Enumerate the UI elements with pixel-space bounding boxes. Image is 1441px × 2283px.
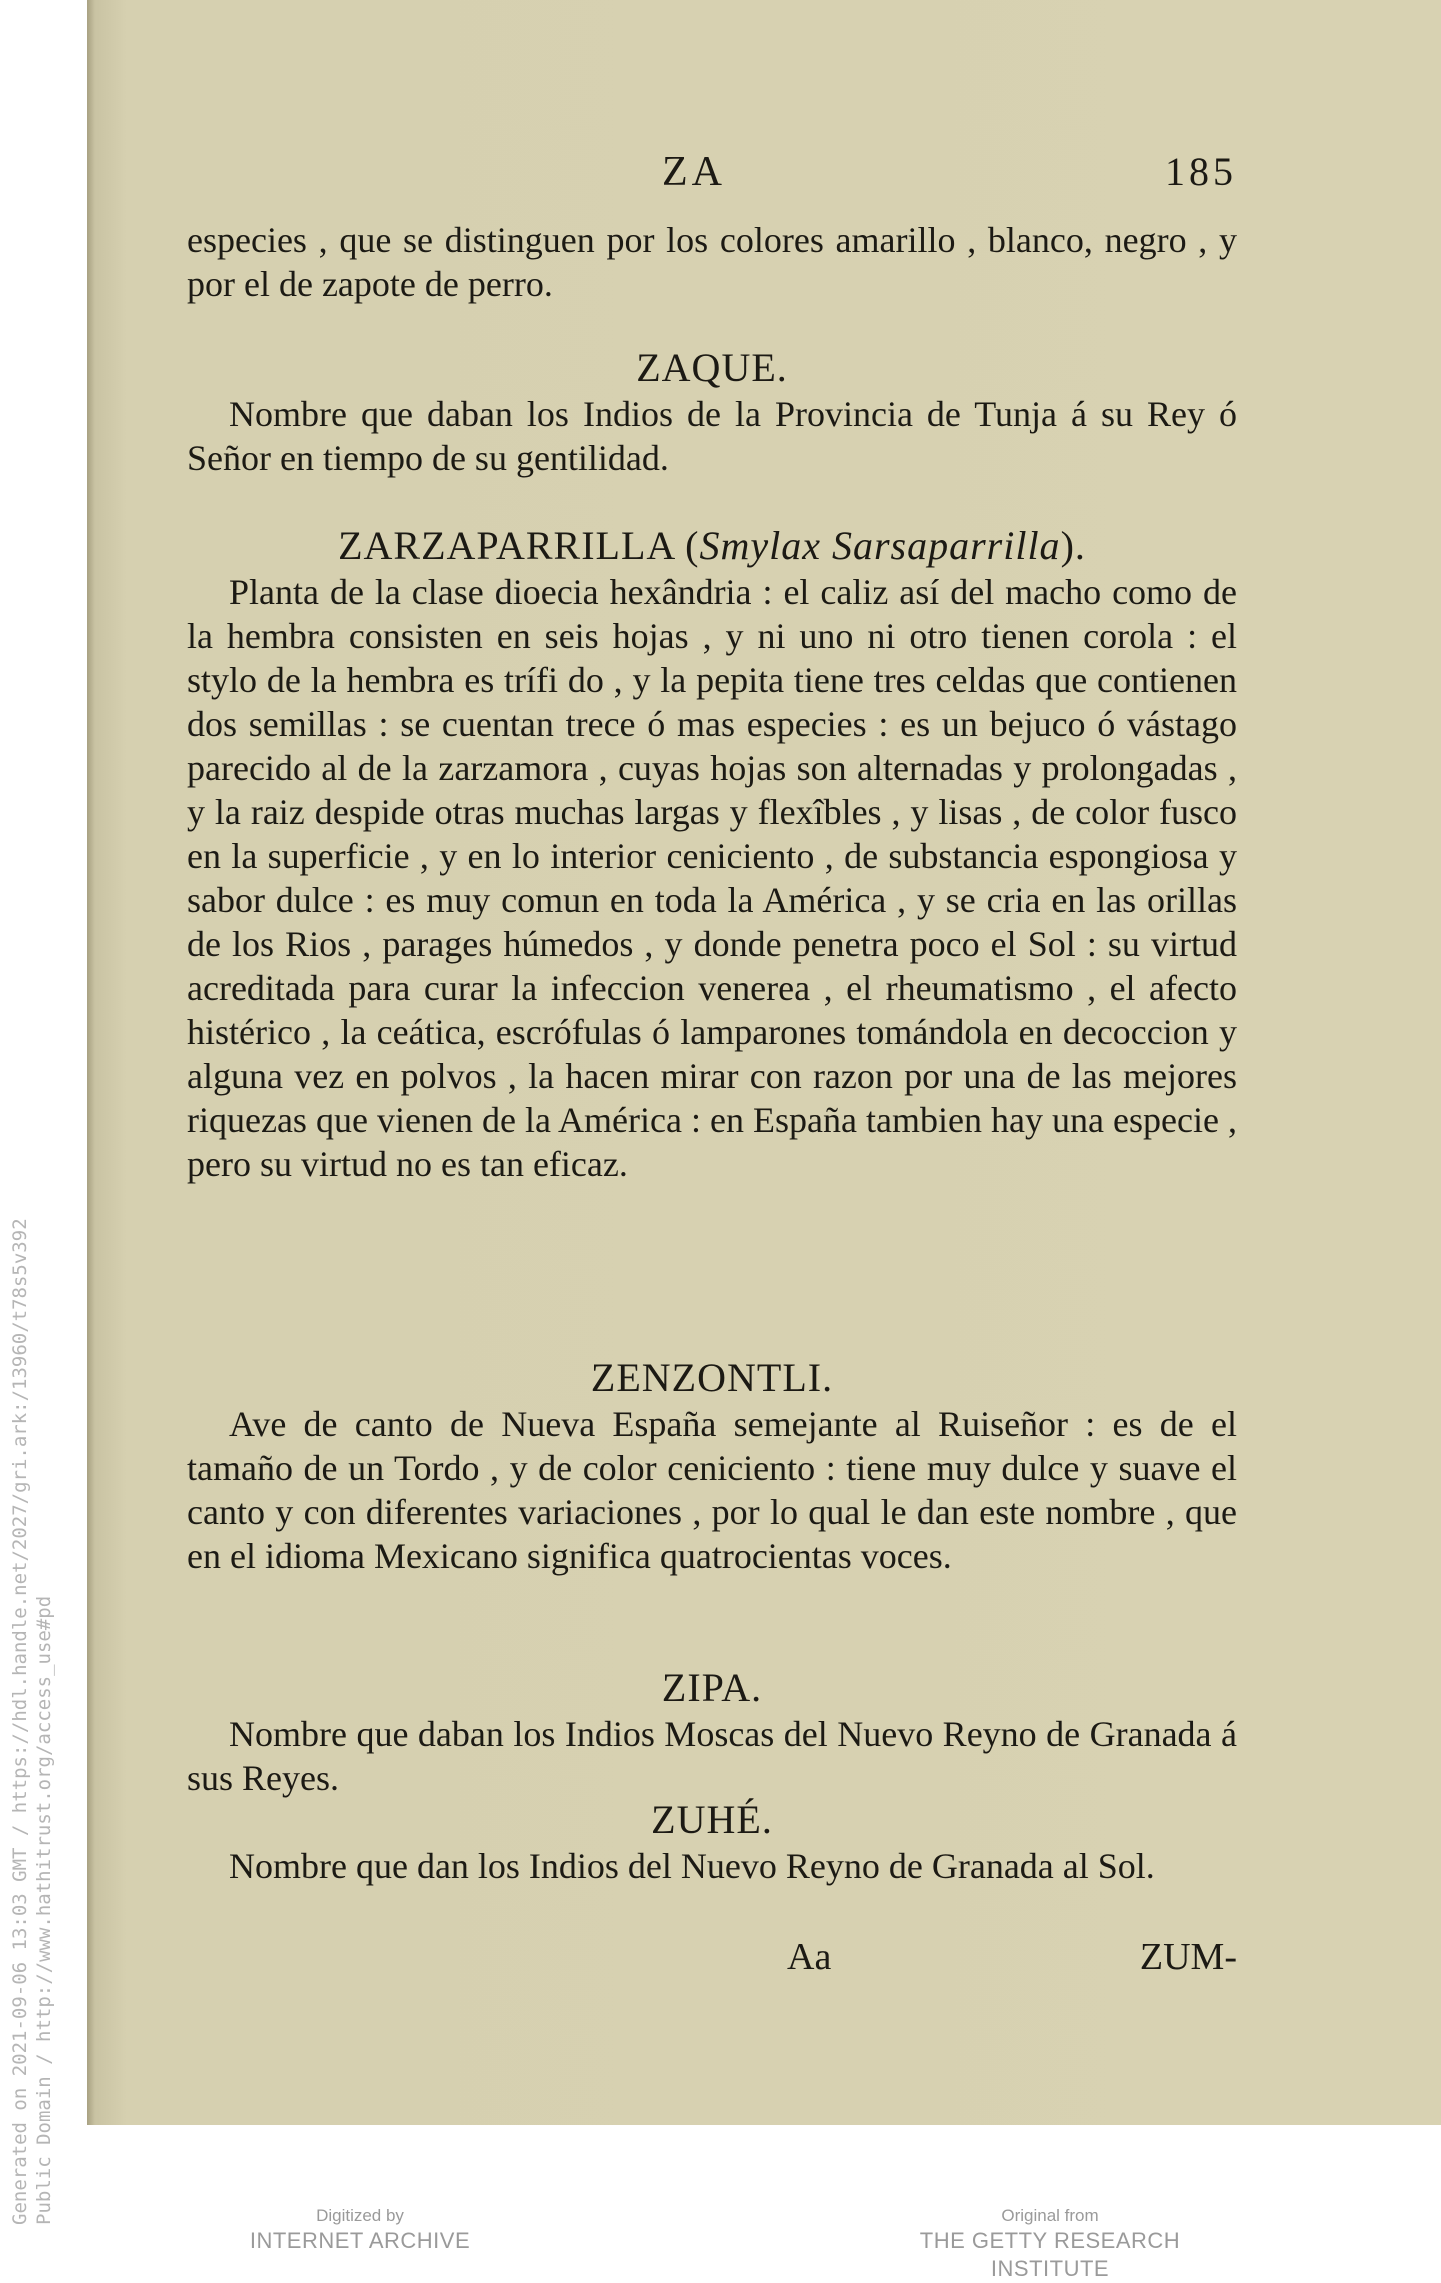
stamp-line-generated: Generated on 2021-09-06 13:03 GMT / https://hdl.handle.net/2027/gri.ark:/13960/t78s5v392 [9, 1218, 31, 2225]
latin-name: Smylax Sarsaparrilla [699, 523, 1061, 568]
entry-text: Ave de canto de Nueva España semejante al Ruiseñor : es de el tamaño de un Tordo , y de color ceniciento : tiene muy dulce y suave el canto y con diferentes variaciones , por lo qual le dan este nombre , que en el idioma Mexicano significa quatrocientas voces. [187, 1404, 1237, 1576]
stamp-line-public-domain: Public Domain / http://www.hathitrust.org/access_use#pd [33, 1595, 55, 2225]
entry-headword: ZARZAPARRILLA (Smylax Sarsaparrilla). [338, 523, 1086, 568]
entry-headword: ZUHÉ. [651, 1797, 773, 1842]
continuation-text: especies , que se distinguen por los colores amarillo , blanco, negro , y por el de zapote de perro. [187, 220, 1237, 304]
digitized-by-label: Digitized by [316, 2206, 404, 2225]
catchword: ZUM- [1139, 1936, 1237, 1978]
signature-mark: Aa [787, 1936, 832, 1978]
entry-text: Planta de la clase dioecia hexândria : el caliz así del macho como de la hembra consisten en seis hojas , y ni uno ni otro tienen corola : el stylo de la hembra es trífi do , y la pepita tiene tres celdas que contienen dos semillas : se cuentan trece ó mas especies : es un bejuco ó vástago parecido al de la zarzamora , cuyas hojas son alternadas y prolongadas , y la raiz despide otras muchas largas y flexîbles , y lisas , de color fusco en la superficie , y en lo interior ceniciento , de substancia espongiosa y sabor dulce : es muy comun en toda la América , y se cria en las orillas de los Rios , parages húmedos , y donde penetra poco el Sol : su virtud acreditada para curar la infeccion venerea , el rheumatismo , el afecto histérico , la ceática, escrófulas ó lamparones tomándola en decoccion y alguna vez en polvos , la hacen mirar con razon por una de las mejores riquezas que vienen de la América : en España tambien hay una especie , pero su virtud no es tan eficaz. [187, 572, 1237, 1184]
page-number: 185 [1165, 149, 1237, 194]
continuation-block [187, 218, 1237, 306]
original-from-label: Original from [1001, 2206, 1099, 2225]
headword-text: ZARZAPARRILLA [338, 523, 675, 568]
entry-headword: ZAQUE. [636, 345, 788, 390]
digitized-by-credit [200, 2205, 520, 2255]
internet-archive-label: INTERNET ARCHIVE [249, 2228, 471, 2253]
entry-text: Nombre que dan los Indios del Nuevo Reyno de Granada al Sol. [229, 1846, 1155, 1886]
running-head [187, 148, 1237, 198]
entry-zaque [187, 344, 1237, 480]
original-from-credit [860, 2205, 1240, 2283]
entry-zarzaparrilla [187, 522, 1237, 1186]
entry-text: Nombre que daban los Indios de la Provincia de Tunja á su Rey ó Señor en tiempo de su gentilidad. [187, 394, 1237, 478]
entry-zuhe [187, 1796, 1237, 1888]
entry-text: Nombre que daban los Indios Moscas del Nuevo Reyno de Granada á sus Reyes. [187, 1714, 1237, 1798]
running-head-letters: ZA [662, 149, 726, 195]
catch-line [187, 1935, 1237, 1985]
entry-zipa [187, 1664, 1237, 1800]
entry-headword: ZIPA. [661, 1665, 763, 1710]
entry-zenzontli [187, 1354, 1237, 1578]
getty-institute-label: THE GETTY RESEARCH INSTITUTE [919, 2228, 1181, 2281]
hathitrust-margin-stamp [8, 1218, 56, 2225]
entry-headword: ZENZONTLI. [590, 1355, 834, 1400]
